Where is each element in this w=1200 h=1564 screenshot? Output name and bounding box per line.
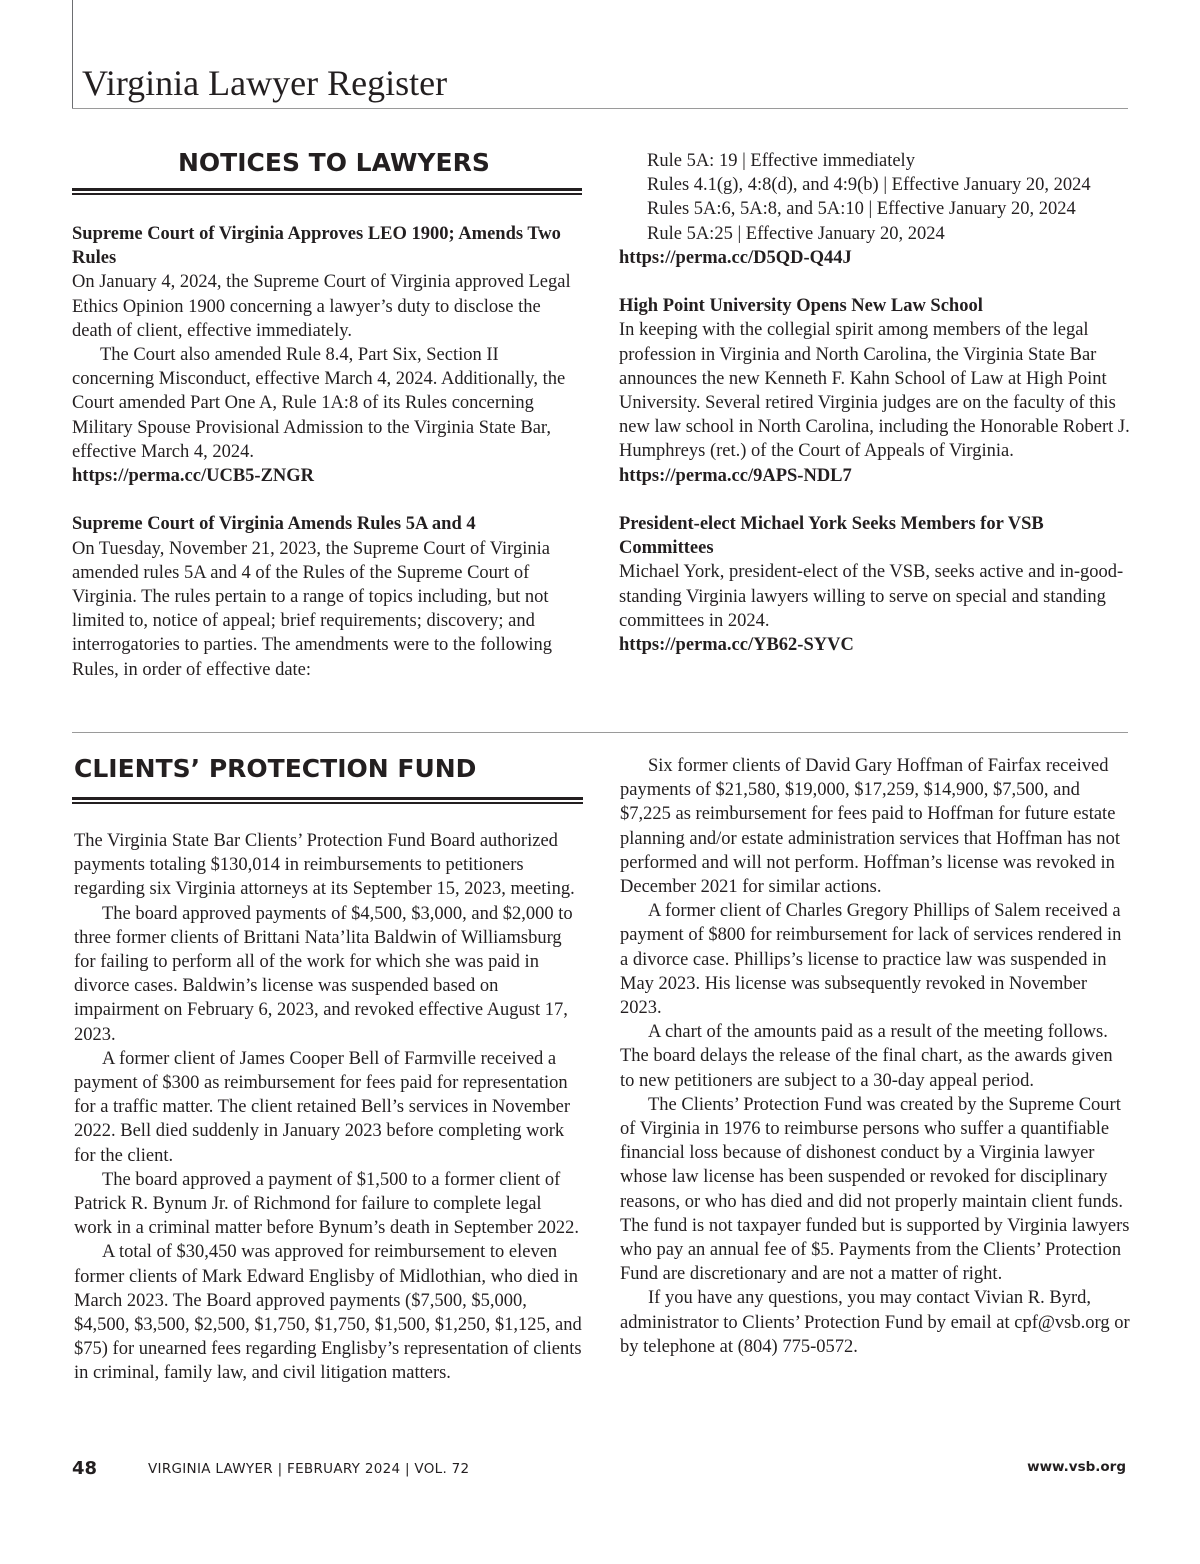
cpf-section-title: CLIENTS’ PROTECTION FUND: [74, 754, 477, 783]
notice-paragraph: On January 4, 2024, the Supreme Court of Virginia approved Legal Ethics Opinion 1900 concerning a lawyer’s duty to disclose the death of client, effective immediately.: [72, 272, 571, 341]
notices-left-column: [72, 222, 582, 682]
notices-right-column: [619, 149, 1131, 657]
notice-paragraph: In keeping with the collegial spirit among members of the legal profession in Virginia and North Carolina, the Virginia State Bar announces the new Kenneth F. Kahn School of Law at High Point University. Several retired Virginia judges are on the faculty of this new law school in North Carolina, including the Honorable Robert J. Humphreys (ret.) of the Court of Appeals of Virginia.: [619, 320, 1130, 462]
rule-list-item: Rules 5A:6, 5A:8, and 5A:10 | Effective January 20, 2024: [647, 199, 1076, 220]
rule-list-item: Rule 5A:25 | Effective January 20, 2024: [647, 223, 945, 244]
cpf-paragraph: The board approved payments of $4,500, $3,000, and $2,000 to three former clients of Brittani Nata’lita Baldwin of Williamsburg for failing to perform all of the work for which she was paid in divorce cases. Baldwin’s license was suspended based on impairment on February 6, 2023, and revoked effective August 17, 2023.: [74, 903, 573, 1045]
cpf-paragraph: The Clients’ Protection Fund was created by the Supreme Court of Virginia in 1976 to reimburse persons who suffer a quantifiable financial loss because of dishonest conduct by a Virginia lawyer whose law license has been suspended or revoked for disciplinary reasons, or who has died and did not properly maintain client funds. The fund is not taxpayer funded but is supported by Virginia lawyers who pay an annual fee of $5. Payments from the Clients’ Protection Fund are discretionary and are not a matter of right.: [620, 1094, 1130, 1285]
cpf-paragraph: A chart of the amounts paid as a result of the meeting follows. The board delays the release of the final chart, as the awards given to new petitioners are subject to a 30-day appeal period.: [620, 1022, 1113, 1091]
notice-link[interactable]: https://perma.cc/9APS-NDL7: [619, 465, 852, 486]
cpf-paragraph: A former client of James Cooper Bell of Farmville received a payment of $300 as reimbursement for fees paid for representation for a traffic matter. The client retained Bell’s services in November 2022. Bell died suddenly in January 2023 before completing work for the client.: [74, 1048, 571, 1166]
cpf-paragraph: The Virginia State Bar Clients’ Protection Fund Board authorized payments totaling $130,014 in reimbursements to petitioners regarding six Virginia attorneys at its September 15, 2023, meeting.: [74, 831, 575, 900]
rule-list-item: Rules 4.1(g), 4:8(d), and 4:9(b) | Effective January 20, 2024: [647, 175, 1091, 196]
page-number: 48: [72, 1458, 98, 1479]
rule-list-item: Rule 5A: 19 | Effective immediately: [647, 151, 915, 171]
notice-heading: President-elect Michael York Seeks Members for VSB Committees: [619, 514, 1044, 559]
notices-title-rule: [72, 188, 582, 195]
cpf-paragraph: Six former clients of David Gary Hoffman of Fairfax received payments of $21,580, $19,000, $17,259, $14,900, $7,500, and $7,225 as reimbursement for fees paid to Hoffman for future estate planning and/or estate administration services that Hoffman has not performed and will not perform. Hoffman’s license was revoked in December 2021 for similar actions.: [620, 756, 1121, 898]
cpf-left-column: [74, 829, 584, 1386]
notice-heading: High Point University Opens New Law School: [619, 296, 983, 317]
notice-heading: Supreme Court of Virginia Amends Rules 5A and 4: [72, 514, 476, 535]
cpf-paragraph: A total of $30,450 was approved for reimbursement to eleven former clients of Mark Edward Englisby of Midlothian, who died in March 2023. The Board approved payments ($7,500, $5,000, $4,500, $3,500, $2,500, $1,750, $1,750, $1,500, $1,250, $1,125, and $75) for unearned fees regarding Englisby’s representation of clients in criminal, family law, and civil litigation matters.: [74, 1242, 582, 1384]
notices-section-title: NOTICES TO LAWYERS: [178, 148, 490, 177]
cpf-right-column: [620, 754, 1130, 1359]
running-header-title: Virginia Lawyer Register: [82, 63, 448, 103]
notice-link[interactable]: https://perma.cc/UCB5-ZNGR: [72, 466, 315, 487]
cpf-paragraph: A former client of Charles Gregory Phillips of Salem received a payment of $800 for reimbursement for lack of services rendered in a divorce case. Phillips’s license to practice law was suspended in May 2023. His license was subsequently revoked in November 2023.: [620, 901, 1122, 1019]
footer-magazine-info: VIRGINIA LAWYER | FEBRUARY 2024 | VOL. 72: [148, 1461, 470, 1477]
cpf-paragraph: If you have any questions, you may contact Vivian R. Byrd, administrator to Clients’ Protection Fund by email at cpf@vsb.org or by telephone at (804) 775-0572.: [620, 1288, 1130, 1357]
header-vertical-rule: [72, 0, 73, 108]
section-divider: [72, 732, 1128, 733]
cpf-title-rule: [72, 797, 583, 804]
notice-link[interactable]: https://perma.cc/YB62-SYVC: [619, 635, 854, 656]
notice-link[interactable]: https://perma.cc/D5QD-Q44J: [619, 247, 852, 268]
notice-paragraph: Michael York, president-elect of the VSB, seeks active and in-good-standing Virginia lawyers willing to serve on special and standing committees in 2024.: [619, 562, 1124, 631]
cpf-paragraph: The board approved a payment of $1,500 to a former client of Patrick R. Bynum Jr. of Richmond for failure to complete legal work in a criminal matter before Bynum’s death in September 2022.: [74, 1169, 580, 1239]
footer-website-link[interactable]: www.vsb.org: [1027, 1459, 1126, 1475]
header-rule: [72, 108, 1128, 109]
notice-heading: Supreme Court of Virginia Approves LEO 1900; Amends Two Rules: [72, 224, 561, 269]
notice-paragraph: The Court also amended Rule 8.4, Part Six, Section II concerning Misconduct, effective March 4, 2024. Additionally, the Court amended Part One A, Rule 1A:8 of its Rules concerning Military Spouse Provisional Admission to the Virginia State Bar, effective March 4, 2024.: [72, 345, 566, 462]
notice-paragraph: On Tuesday, November 21, 2023, the Supreme Court of Virginia amended rules 5A and 4 of the Rules of the Supreme Court of Virginia. The rules pertain to a range of topics including, but not limited to, notice of appeal; brief requirements; discovery; and interrogatories to parties. The amendments were to the following Rules, in order of effective date:: [72, 538, 553, 680]
